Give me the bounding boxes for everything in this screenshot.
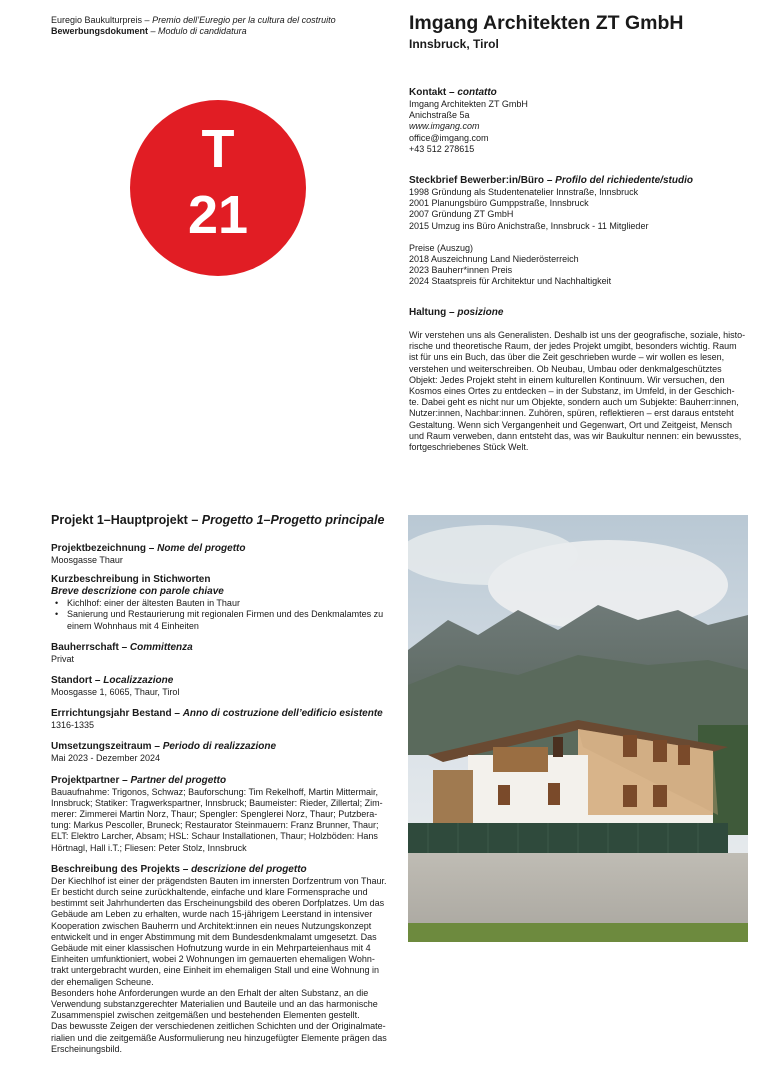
document-header — [51, 15, 381, 37]
house-photo — [408, 515, 748, 942]
window — [548, 783, 560, 805]
window — [623, 735, 637, 757]
window — [678, 745, 690, 765]
project-title: Projekt 1–Hauptprojekt – Progetto 1–Progetto principale — [51, 513, 385, 527]
keywords-label-it: Breve descrizione con parole chiave — [51, 586, 224, 598]
badge-letter: T — [201, 119, 235, 179]
stance-section — [409, 307, 749, 453]
stance-title: Haltung – posizione — [409, 307, 504, 318]
grass — [408, 923, 748, 942]
window — [653, 785, 667, 807]
header-line-1: Euregio Baukulturpreis – Premio dell’Euregio per la cultura del costruito — [51, 15, 336, 25]
email-link[interactable]: office@imgang.com — [409, 132, 489, 143]
location-value: Moosgasse 1, 6065, Thaur, Tirol — [51, 687, 180, 698]
list-item: • Sanierung und Restaurierung mit regionalen Firmen und des Denkmalamtes zu einem Wohnhaus mit 4 Einheiten — [67, 609, 396, 631]
year-value: 1316-1335 — [51, 720, 95, 731]
year-label: Errrichtungsjahr Bestand – Anno di costruzione dell’edificio esistente — [51, 708, 383, 720]
keywords-list — [51, 598, 396, 632]
contact-section — [409, 87, 749, 155]
description-label: Beschreibung des Projekts – descrizione del progetto — [51, 863, 307, 875]
window — [498, 785, 510, 805]
window — [623, 785, 637, 807]
profile-lines: 1998 Gründung als Studentenatelier Innstraße, Innsbruck 2001 Planungsbüro Gumppstraße, Innsbruck 2007 Gründung ZT GmbH 2015 Umzug ins Büro Anichstraße, Innsbruck - 11 Mitglieder — [409, 187, 649, 231]
client-label: Bauherrschaft – Committenza — [51, 641, 193, 653]
project-name: Moosgasse Thaur — [51, 555, 123, 565]
project-details — [51, 543, 396, 1055]
company-location: Innsbruck, Tirol — [409, 37, 499, 51]
list-item: • Kichlhof: einer der ältesten Bauten in Thaur — [67, 598, 396, 609]
region-badge — [130, 100, 306, 276]
client-value: Privat — [51, 653, 75, 664]
location-label: Standort – Localizzazione — [51, 675, 174, 687]
partners-label: Projektpartner – Partner del progetto — [51, 774, 227, 786]
awards-list: Preise (Auszug) 2018 Auszeichnung Land Niederösterreich 2023 Bauherr*innen Preis 2024 Staatspreis für Architektur und Nachhaltigkeit — [409, 242, 612, 287]
profile-title: Steckbrief Bewerber:in/Büro – Profilo del richiedente/studio — [409, 175, 693, 186]
company-name: Imgang Architekten ZT GmbH — [409, 12, 684, 34]
partners-text: Bauaufnahme: Trigonos, Schwaz; Bauforschung: Tim Rekelhoff, Martin Mittermair, Innsbruck; Statiker: Tragwerkspartner, Innsbruck; Baumeister: Rieder, Zillertal; Zim- merer: Zimmerei Martin Norz, Thaur; Spengler: Spenglerei Norz, Thaur; Putzbera- tung: Markus Pescoller, Bruneck; Restaurator Steinmauern: Franz Brunner, Thaur; ELT: Elektro Larcher, Absam; HSL: Schaur Installationen, Thaur; Holzböden: Hans Hörtnagl, Hall i.T.; Fliesen: Peter Stolz, Innsbruck — [51, 786, 383, 853]
contact-title: Kontakt – contatto — [409, 87, 497, 98]
project-name-label: Projektbezeichnung – Nome del progetto — [51, 543, 246, 554]
keywords-label: Kurzbeschreibung in Stichworten — [51, 574, 211, 586]
profile-section — [409, 175, 749, 288]
description-text: Der Kiechlhof ist einer der prägendsten Bauten im innersten Dorfzentrum von Thaur. Er besticht durch seine zurückhaltende, einfache und klare Formensprache und bestimmt seit Jahrhunderten das Erscheinungsbild des oberen Dorfplatzes. Um das Gebäude am Leben zu erhalten, wurde nach 15-jährigem Leerstand in intensiver Kooperation zwischen Bauherrn und Architekt:innen ein neues Nutzungskonzept entwickelt und in enger Abstimmung mit dem Bundesdenkmalamt umgesetzt. Das Gebäude mit einer klassischen Hofnutzung wurde in ein Mehrparteienhaus mit 4 Einheiten umfunktioniert, wobei 2 Wohnungen im gemauerten ehemaligen Wohn- trakt untergebracht wurden, eine Einheit im ehemaligen Stall und eine Wohnung in der ehemaligen Scheune. Besonders hohe Anforderungen wurde an den Erhalt der alten Substanz, an die Verwendung substanzgerechter Materialien und Bauteile und an das harmonische Zusammenspiel zwischen zeitgemäßen und bestehenden Elementen gestellt. Das bewusste Zeigen der verschiedenen zeitlichen Schichten und der Originalmate- rialien und die zeitgemäße Ausformulierung neu hinzugefügter Elemente prägen das Erscheinungsbild. — [51, 875, 387, 1054]
fence — [408, 823, 728, 853]
contact-lines: Imgang Architekten ZT GmbH Anichstraße 5a www.imgang.com office@imgang.com +43 512 278615 — [409, 99, 749, 155]
house-photo-svg — [408, 515, 748, 942]
header-line-2: Bewerbungsdokument – Modulo di candidatura — [51, 26, 247, 37]
balcony — [493, 747, 548, 772]
period-value: Mai 2023 - Dezember 2024 — [51, 753, 161, 764]
period-label: Umsetzungszeitraum – Periodo di realizzazione — [51, 741, 277, 753]
website-link[interactable]: www.imgang.com — [409, 121, 480, 132]
window — [653, 740, 667, 762]
badge-number: 21 — [187, 185, 249, 245]
stance-text: Wir verstehen uns als Generalisten. Deshalb ist uns der geografische, soziale, histo- rische und theoretische Raum, der jedes Projekt umgibt, besonders wichtig. Raum ist für uns ein Buch, das über die Zeit geschrieben wurde – wir wollen es lesen, verstehen und weiterschreiben. Ob Neubau, Umbau oder denkmalgeschütztes Objekt: Jedes Projekt steht in einem kulturellen Kontinuum. Wir versuchen, den Kosmos eines Ortes zu entdecken – in der Substanz, im Umfeld, in der Geschich- te. Dabei geht es nicht nur um Objekte, sondern auch um Subjekte: Bauherr:innen, Nutzer:innen, Nachbar:innen. Zuhören, spüren, reflektieren – erst daraus entsteht Gestaltung. Wenn sich Vergangenheit und Gegenwart, Ort und Zeitgeist, Mensch und Raum verweben, dann entsteht das, was wir Baukultur nennen: ein bewusstes, fortgeschriebenes Stück Welt. — [409, 330, 746, 453]
